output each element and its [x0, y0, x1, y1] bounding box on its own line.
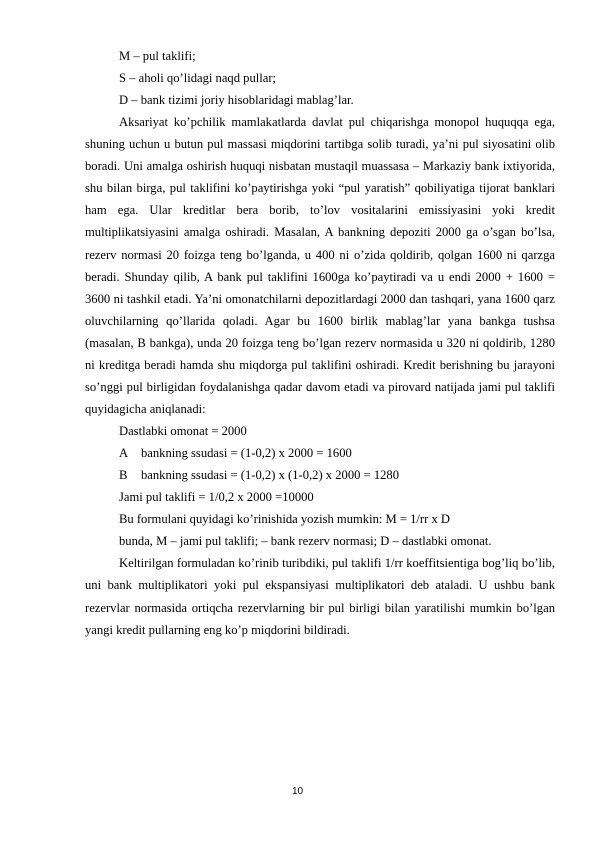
- bank-row-a: [85, 442, 555, 464]
- bank-row-b: [85, 464, 555, 486]
- total-supply: Jami pul taklifi = 1/0,2 x 2000 =10000: [119, 490, 314, 505]
- bank-row-text: bankning ssudasi = (1-0,2) x 2000 = 1600: [141, 446, 352, 461]
- bank-row-label: B: [119, 468, 128, 483]
- bank-row-label: A: [119, 446, 129, 461]
- formula-legend: bunda, M – jami pul taklifi; – bank rezerv normasi; D – dastlabki omonat.: [119, 534, 492, 549]
- definition-s: S – aholi qo’lidagi naqd pullar;: [119, 71, 277, 85]
- definition-d: D – bank tizimi joriy hisoblaridagi mablag’lar.: [119, 93, 354, 107]
- page-number: 10: [291, 786, 304, 797]
- paragraph-main: Aksariyat ko’pchilik mamlakatlarda davlat pul chiqarishga monopol huquqqa ega, shuning uchun u butun pul massasi miqdorini tartibga solib turadi, ya’ni pul siyosatini olib boradi. Uni amalga oshirish huquqi nisbatan mustaqil muassasa – Markaziy bank ixtiyorida, shu bilan birga, pul taklifini ko’paytirishga yoki “pul yaratish” qobiliyatiga tijorat banklari ham ega. Ular kreditlar bera borib, to’lov vositalarini emissiyasini yoki kredit multiplikatsiyasini amalga oshiradi. Masalan, A bankning depoziti 2000 ga o’sgan bo’lsa, rezerv normasi 20 foizga teng bo’lganda, u 400 ni o’zida qoldirib, qolgan 1600 ni qarzga beradi. Shunday qilib, A bank pul taklifini 1600ga ko’paytiradi va u endi 2000 + 1600 = 3600 ni tashkil etadi. Ya’ni omonatchilarni depozitlardagi 2000 dan tashqari, yana 1600 qarz oluvchilarning qo’llarida qoladi. Agar bu 1600 birlik mablag’lar yana bankga tushsa (masalan, B bankga), unda 20 foizga teng bo’lgan rezerv normasida u 320 ni qoldirib, 1280 ni kreditga beradi hamda shu miqdorga pul taklifini oshiradi. Kredit berishning bu jarayoni so’nggi pul birligidan foydalanishga qadar davom etadi va pirovard natijada jami pul taklifi quyidagicha aniqlanadi:: [85, 115, 555, 417]
- bank-row-text: bankning ssudasi = (1-0,2) x (1-0,2) x 2000 = 1280: [141, 468, 400, 483]
- paragraph-conclusion: Keltirilgan formuladan ko’rinib turibdiki, pul taklifi 1/rr koeffitsientiga bog’liq bo’lib, uni bank multiplikatori yoki pul ekspansiyasi multiplikatori deb ataladi. U ushbu bank rezervlar normasida ortiqcha rezervlarning bir pul birligi bilan yaratilishi mumkin bo’lgan yangi kredit pullarning eng ko’p miqdorini bildiradi.: [85, 556, 555, 637]
- initial-deposit: Dastlabki omonat = 2000: [119, 424, 247, 439]
- document-body: [85, 45, 555, 641]
- formula-intro: Bu formulani quyidagi ko’rinishida yozish mumkin: M = 1/rr x D: [119, 512, 451, 527]
- definition-m: M – pul taklifi;: [119, 49, 196, 63]
